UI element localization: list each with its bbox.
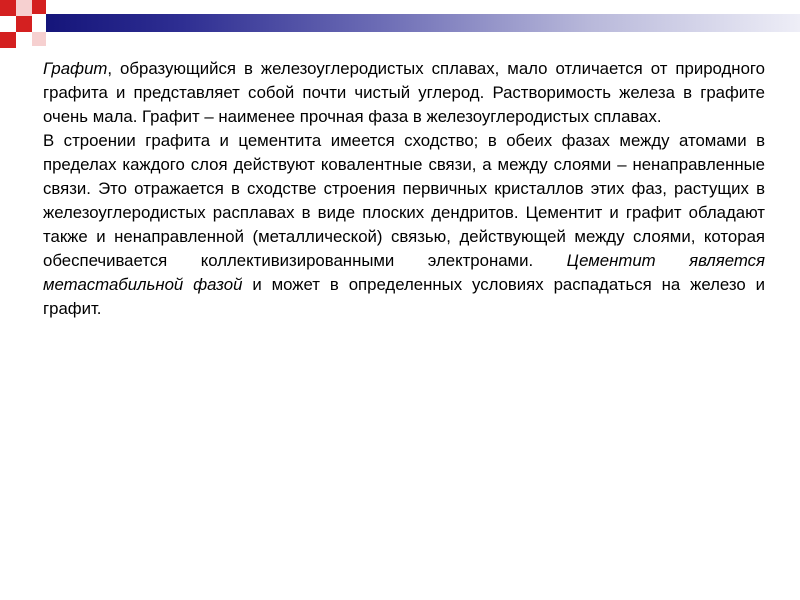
slide-header-decoration: [0, 0, 800, 50]
term-graphite: Графит: [43, 59, 108, 78]
decor-square-light-2: [32, 32, 46, 46]
decor-square-red-3: [16, 16, 32, 32]
decor-square-red-4: [0, 32, 16, 48]
paragraph-structure: [43, 129, 765, 321]
paragraph-graphite: [43, 57, 765, 129]
slide-body: [43, 57, 765, 321]
header-gradient-bar: [46, 14, 800, 32]
decor-square-red-2: [32, 0, 46, 14]
paragraph-structure-text: В строении графита и цементита имеется сходство; в обеих фазах между атомами в пределах каждого слоя действуют ковалентные связи, а между слоями – ненаправленные связи. Это отражается в сходстве строения первичных кристаллов этих фаз, растущих в железоуглеродистых расплавах в виде плоских дендритов. Цементит и графит обладают также и ненаправленной (металлической) связью, действующей между слоями, которая обеспечивается коллективизированными электронами.: [43, 131, 765, 270]
paragraph-graphite-text: , образующийся в железоуглеродистых сплавах, мало отличается от природного графита и представляет собой почти чистый углерод. Растворимость железа в графите очень мала. Графит – наименее прочная фаза в железоуглеродистых сплавах.: [43, 59, 765, 126]
cementite-metastable-emphasis: Цементит является метастабильной фазой: [43, 251, 765, 294]
decor-square-light-1: [16, 0, 32, 16]
paragraph-structure-ending: и может в определенных условиях распадаться на железо и графит.: [43, 275, 765, 318]
decor-square-red-1: [0, 0, 16, 16]
